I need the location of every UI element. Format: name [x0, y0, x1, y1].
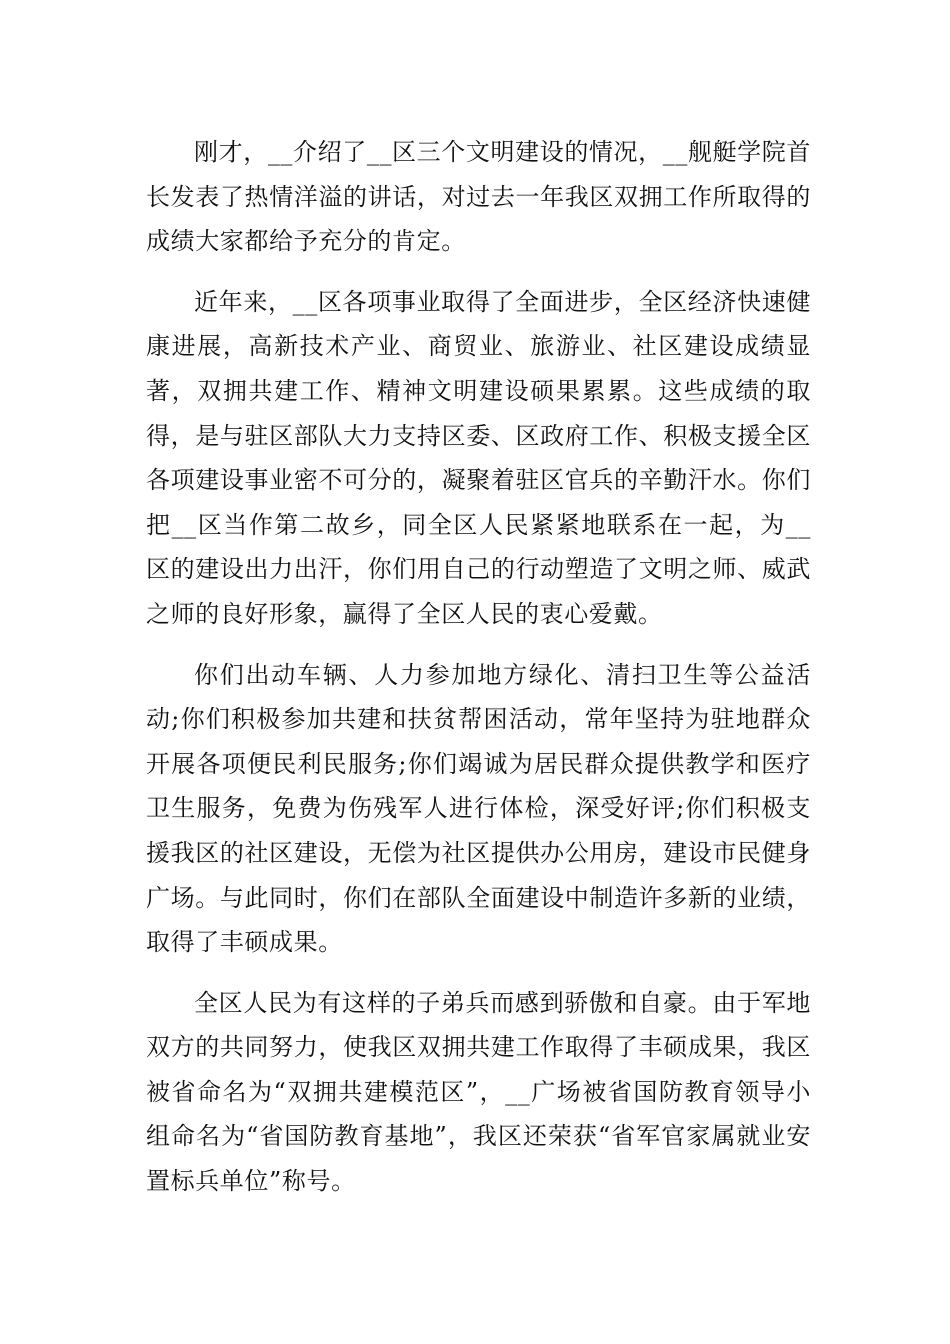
- paragraph-4: 全区人民为有这样的子弟兵而感到骄傲和自豪。由于军地双方的共同努力，使我区双拥共建工作取得了丰硕成果，我区被省命名为“双拥共建模范区”，__广场被省国防教育领导小组命名为“省国防教育基地”，我区还荣获“省军官家属就业安置标兵单位”称号。: [146, 988, 811, 1196]
- paragraph-2: 近年来，__区各项事业取得了全面进步，全区经济快速健康进展，高新技术产业、商贸业、旅游业、社区建设成绩显著，双拥共建工作、精神文明建设硕果累累。这些成绩的取得，是与驻区部队大力支持区委、区政府工作、积极支援全区各项建设事业密不可分的，凝聚着驻区官兵的辛勤汗水。你们把__区当作第二故乡，同全区人民紧紧地联系在一起，为__区的建设出力出汗，你们用自己的行动塑造了文明之师、威武之师的良好形象，赢得了全区人民的衷心爱戴。: [146, 287, 811, 628]
- paragraph-3: 你们出动车辆、人力参加地方绿化、清扫卫生等公益活动;你们积极参加共建和扶贫帮困活动，常年坚持为驻地群众开展各项便民利民服务;你们竭诚为居民群众提供教学和医疗卫生服务，免费为伤残军人进行体检，深受好评;你们积极支援我区的社区建设，无偿为社区提供办公用房，建设市民健身广场。与此同时，你们在部队全面建设中制造许多新的业绩，取得了丰硕成果。: [146, 660, 811, 957]
- document-body: [146, 130, 811, 1220]
- paragraph-1: 刚才，__介绍了__区三个文明建设的情况，__舰艇学院首长发表了热情洋溢的讲话，对过去一年我区双拥工作所取得的成绩大家都给予充分的肯定。: [146, 138, 811, 256]
